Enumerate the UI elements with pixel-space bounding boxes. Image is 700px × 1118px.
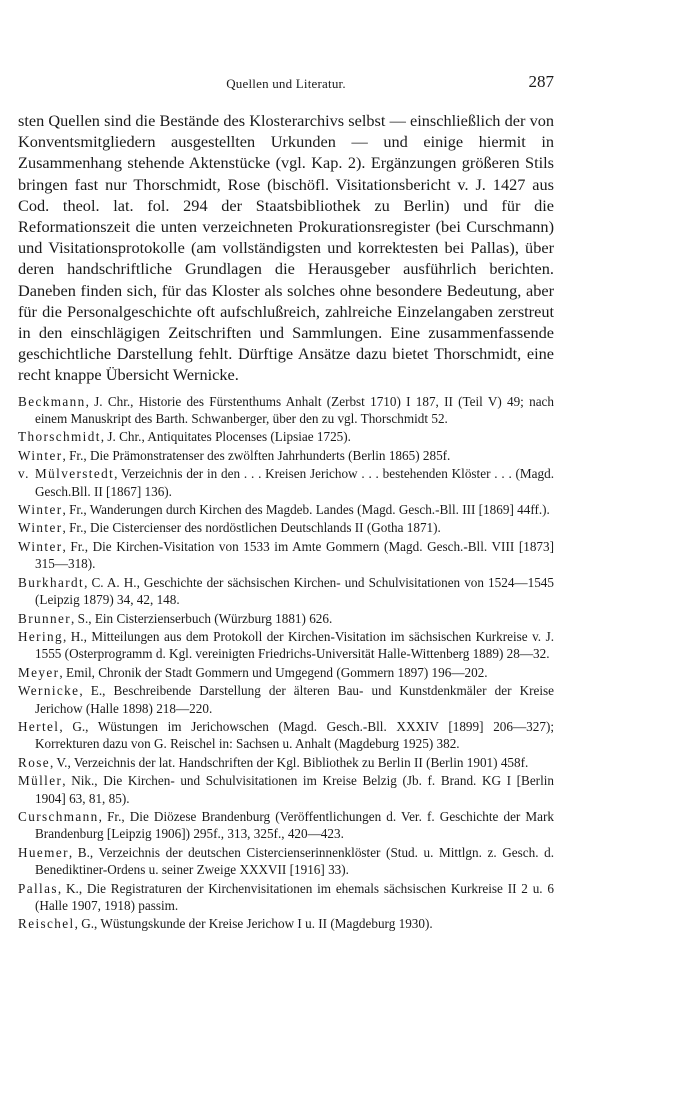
bibliography-text: , Fr., Die Diözese Brandenburg (Veröffentlichungen d. Ver. f. Geschichte der Mark Brandenburg [Leipzig 1906]) 295f., 313, 325f., 420—423. bbox=[35, 808, 554, 842]
running-head bbox=[18, 72, 554, 98]
bibliography-text: , Nik., Die Kirchen- und Schulvisitationen im Kreise Belzig (Jb. f. Brand. KG I [Berlin 1904] 63, 81, 85). bbox=[35, 773, 554, 806]
bibliography-author: Hering bbox=[18, 628, 64, 644]
bibliography-text: , H., Mitteilungen aus dem Protokoll der Kirchen-Visitation im sächsischen Kurkreise v. J. 1555 (Osterprogramm d. Kgl. vereinigten Friedrichs-Universität Halle-Wittenberg 1889) 28—32. bbox=[35, 628, 554, 662]
bibliography-entry bbox=[18, 447, 554, 464]
bibliography-text: , V., Verzeichnis der lat. Handschriften der Kgl. Bibliothek zu Berlin II (Berlin 1901) 458f. bbox=[49, 754, 529, 770]
bibliography-author: Rose bbox=[18, 754, 50, 770]
running-title: Quellen und Literatur. bbox=[226, 76, 346, 91]
bibliography-text: , Emil, Chronik der Stadt Gommern und Umgegend (Gommern 1897) 196—202. bbox=[59, 664, 488, 680]
bibliography-entry bbox=[18, 664, 554, 681]
bibliography-entry bbox=[18, 428, 554, 445]
bibliography-author: Thorschmidt bbox=[18, 429, 101, 445]
bibliography-author: Pallas bbox=[18, 880, 58, 896]
bibliography-author: Meyer bbox=[18, 664, 60, 680]
bibliography-author: Wernicke bbox=[18, 683, 80, 699]
page-number: 287 bbox=[528, 72, 554, 91]
bibliography-author: Reischel bbox=[18, 916, 75, 932]
bibliography-entry bbox=[18, 915, 554, 932]
bibliography-entry bbox=[18, 808, 554, 843]
bibliography-text: , Fr., Wanderungen durch Kirchen des Magdeb. Landes (Magd. Gesch.-Bll. III [1869] 44ff.). bbox=[62, 502, 550, 518]
bibliography-author: Winter bbox=[18, 538, 63, 554]
bibliography-author: Beckmann bbox=[18, 393, 86, 409]
bibliography-entry bbox=[18, 628, 554, 663]
bibliography-list bbox=[18, 393, 554, 933]
bibliography-entry bbox=[18, 718, 554, 753]
bibliography-text: , S., Ein Cisterzienserbuch (Würzburg 1881) 626. bbox=[71, 610, 333, 626]
bibliography-text: , Fr., Die Kirchen-Visitation von 1533 im Amte Gommern (Magd. Gesch.-Bll. VIII [1873] 315—318). bbox=[35, 538, 554, 572]
bibliography-entry bbox=[18, 465, 554, 500]
bibliography-entry bbox=[18, 880, 554, 915]
bibliography-text: , J. Chr., Antiquitates Plocenses (Lipsiae 1725). bbox=[100, 429, 351, 445]
bibliography-author: Winter bbox=[18, 447, 63, 463]
bibliography-text: , C. A. H., Geschichte der sächsischen Kirchen- und Schulvisitationen von 1524—1545 (Leipzig 1879) 34, 42, 148. bbox=[35, 574, 554, 608]
bibliography-entry bbox=[18, 574, 554, 609]
bibliography-author: Brunner bbox=[18, 610, 72, 626]
bibliography-text: , G., Wüstungen im Jerichowschen (Magd. Gesch.-Bll. XXXIV [1899] 206—327); Korrekturen dazu von G. Reischel in: Sachsen u. Anhalt (Magdeburg 1925) 382. bbox=[35, 718, 554, 752]
bibliography-entry bbox=[18, 844, 554, 879]
bibliography-author: Hertel bbox=[18, 718, 60, 734]
bibliography-text: , K., Die Registraturen der Kirchenvisitationen im ehemals sächsischen Kurkreise II 2 u. 6 (Halle 1907, 1918) passim. bbox=[35, 880, 554, 914]
bibliography-author: Curschmann bbox=[18, 808, 99, 824]
bibliography-text: , J. Chr., Historie des Fürstenthums Anhalt (Zerbst 1710) I 187, II (Teil V) 49; nach einem Manuskript des Barth. Schwanberger, über den zu vgl. Thorschmidt 52. bbox=[35, 393, 554, 427]
book-page bbox=[18, 72, 554, 934]
bibliography-author: Huemer bbox=[18, 844, 69, 860]
bibliography-text: , Fr., Die Prämonstratenser des zwölften Jahrhunderts (Berlin 1865) 285f. bbox=[62, 447, 451, 463]
bibliography-text: , Verzeichnis der in den . . . Kreisen Jerichow . . . bestehenden Klöster . . . (Magd. Gesch.Bll. II [1867] 136). bbox=[35, 466, 554, 499]
bibliography-entry bbox=[18, 754, 554, 771]
bibliography-text: , G., Wüstungskunde der Kreise Jerichow I u. II (Magdeburg 1930). bbox=[74, 916, 433, 932]
bibliography-entry bbox=[18, 682, 554, 717]
bibliography-text: , B., Verzeichnis der deutschen Cistercienserinnenklöster (Stud. u. Mittlgn. z. Gesch. d. Benediktiner-Ordens u. seiner Zweige XXXVII [1916] 33). bbox=[35, 844, 554, 878]
bibliography-text: , Fr., Die Cistercienser des nordöstlichen Deutschlands II (Gotha 1871). bbox=[62, 520, 441, 536]
bibliography-entry bbox=[18, 501, 554, 518]
body-paragraph: sten Quellen sind die Bestände des Klosterarchivs selbst — einschließlich der von Konventsmitgliedern ausgestellten Urkunden — und einige hiermit in Zusammenhang stehende Aktenstücke (vgl. Kap. 2). Ergänzungen größeren Stils bringen fast nur Thorschmidt, Rose (bischöfl. Visitationsbericht v. J. 1427 aus Cod. theol. lat. fol. 294 der Staatsbibliothek zu Berlin) und für die Reformationszeit die unten verzeichneten Prokurationsregister (bei Curschmann) und Visitationsprotokolle (am vollständigsten und korrektesten bei Pallas), über deren handschriftliche Grundlagen die Herausgeber ausführlich berichten. Daneben finden sich, für das Kloster als solches ohne besondere Bedeutung, aber für die Personalgeschichte oft aufschlußreich, zahlreiche Einzelangaben zerstreut in den einschlägigen Zeitschriften und Sammlungen. Eine zusammenfassende geschichtliche Darstellung fehlt. Dürftige Ansätze dazu bietet Thorschmidt, eine recht knappe Übersicht Wernicke. bbox=[18, 111, 554, 385]
bibliography-author: Winter bbox=[18, 520, 63, 536]
bibliography-author: Burkhardt bbox=[18, 574, 85, 590]
bibliography-entry bbox=[18, 519, 554, 536]
bibliography-entry bbox=[18, 393, 554, 428]
bibliography-entry bbox=[18, 538, 554, 573]
bibliography-entry bbox=[18, 772, 554, 807]
bibliography-text: , E., Beschreibende Darstellung der älteren Bau- und Kunstdenkmäler der Kreise Jerichow (Halle 1898) 218—220. bbox=[35, 683, 554, 716]
bibliography-entry bbox=[18, 610, 554, 627]
bibliography-author: Müller bbox=[18, 773, 63, 789]
bibliography-author: v. Mülverstedt bbox=[18, 466, 115, 482]
bibliography-author: Winter bbox=[18, 502, 63, 518]
